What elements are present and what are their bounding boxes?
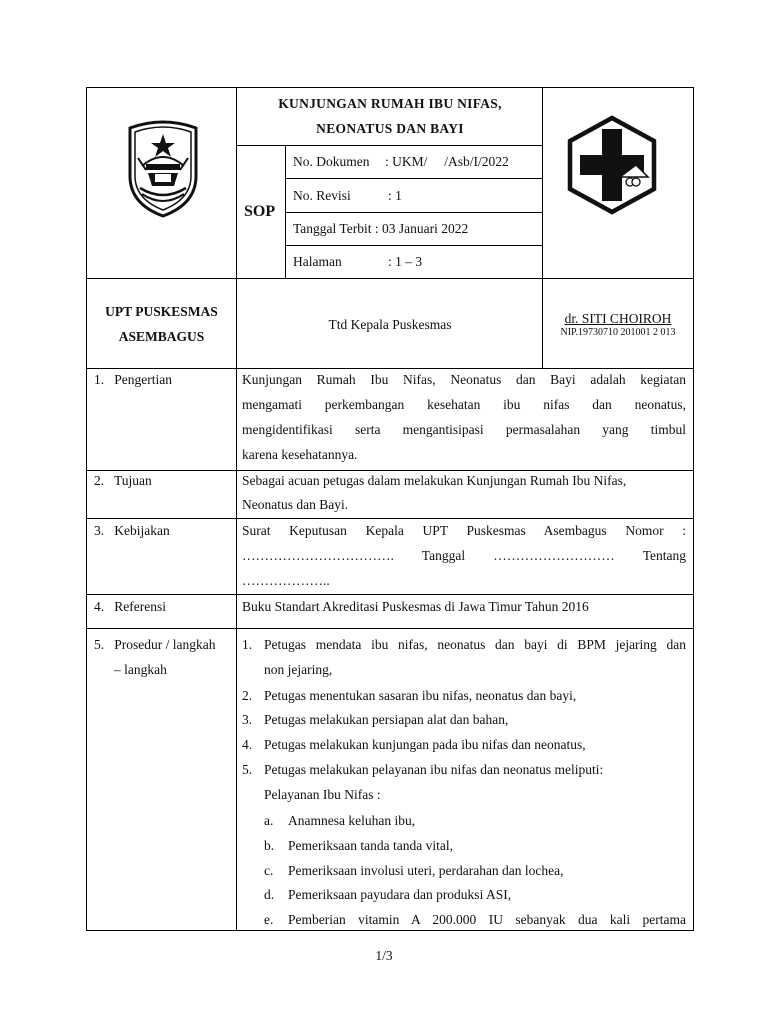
tujuan-bottom bbox=[86, 518, 694, 519]
page-number: 1/3 bbox=[375, 948, 393, 963]
meta-divider-1 bbox=[285, 178, 543, 179]
no-dokumen-label: No. Dokumen bbox=[293, 154, 370, 169]
substep-text: Pemeriksaan tanda tanda vital, bbox=[288, 838, 453, 853]
tujuan-line: Neonatus dan Bayi. bbox=[242, 497, 349, 512]
meta-divider-2 bbox=[285, 212, 543, 213]
pengertian-bottom bbox=[86, 470, 694, 471]
no-revisi-value: : 1 bbox=[388, 188, 402, 203]
kebijakan-bottom bbox=[86, 594, 694, 595]
title-divider bbox=[236, 145, 543, 146]
step-number: 4. bbox=[242, 737, 253, 752]
step-text: Petugas mendata ibu nifas, neonatus dan bayi di BPM jejaring dan bbox=[264, 637, 686, 652]
substep-text: Pemeriksaan payudara dan produksi ASI, bbox=[288, 887, 512, 902]
prosedur-label: 5. Prosedur / langkah bbox=[94, 637, 216, 652]
head-name: dr. SITI CHOIROH bbox=[564, 311, 672, 326]
step-text: Pelayanan Ibu Nifas : bbox=[264, 787, 381, 802]
kebijakan-line: ……………………………. Tanggal ……………………… Tentang bbox=[242, 548, 686, 563]
referensi-line: Buku Standart Akreditasi Puskesmas di Jawa Timur Tahun 2016 bbox=[242, 599, 589, 614]
table-border-right bbox=[693, 87, 694, 931]
org-name-line1: UPT PUSKESMAS bbox=[105, 304, 218, 319]
tujuan-label: 2. Tujuan bbox=[94, 473, 152, 488]
halaman-label: Halaman bbox=[293, 254, 342, 269]
substep-text: Pemberian vitamin A 200.000 IU sebanyak dua kali pertama bbox=[288, 912, 686, 927]
substep-text: Anamnesa keluhan ibu, bbox=[288, 813, 416, 828]
tanggal-terbit: Tanggal Terbit : 03 Januari 2022 bbox=[293, 221, 469, 236]
org-bottom bbox=[86, 368, 694, 369]
no-revisi-label: No. Revisi bbox=[293, 188, 351, 203]
step-text: Petugas melakukan kunjungan pada ibu nifas dan neonatus, bbox=[264, 737, 586, 752]
table-border-bottom bbox=[86, 930, 694, 931]
pengertian-line: Kunjungan Rumah Ibu Nifas, Neonatus dan Bayi adalah kegiatan bbox=[242, 372, 686, 387]
substep-letter: c. bbox=[264, 863, 274, 878]
document-title-line1: KUNJUNGAN RUMAH IBU NIFAS, bbox=[278, 96, 502, 111]
step-number: 2. bbox=[242, 688, 253, 703]
head-nip: NIP.19730710 201001 2 013 bbox=[560, 327, 676, 338]
document-title-line2: NEONATUS DAN BAYI bbox=[316, 121, 464, 136]
step-number: 1. bbox=[242, 637, 253, 652]
referensi-bottom bbox=[86, 628, 694, 629]
table-border-top bbox=[86, 87, 694, 88]
column-divider bbox=[236, 87, 237, 931]
substep-letter: b. bbox=[264, 838, 275, 853]
sop-label: SOP bbox=[244, 203, 276, 220]
regency-crest-logo bbox=[124, 118, 202, 218]
step-text: Petugas menentukan sasaran ibu nifas, neonatus dan bayi, bbox=[264, 688, 577, 703]
halaman-value: : 1 – 3 bbox=[388, 254, 423, 269]
step-number: 3. bbox=[242, 712, 253, 727]
header-bottom bbox=[86, 278, 694, 279]
pengertian-line: karena kesehatannya. bbox=[242, 447, 358, 462]
prosedur-label: – langkah bbox=[114, 662, 167, 677]
step-text: non jejaring, bbox=[264, 662, 333, 677]
substep-letter: a. bbox=[264, 813, 274, 828]
kebijakan-line: ……………….. bbox=[242, 573, 330, 588]
referensi-label: 4. Referensi bbox=[94, 599, 166, 614]
substep-letter: d. bbox=[264, 887, 275, 902]
meta-divider-3 bbox=[285, 245, 543, 246]
kebijakan-label: 3. Kebijakan bbox=[94, 523, 170, 538]
step-number: 5. bbox=[242, 762, 253, 777]
pengertian-label: 1. Pengertian bbox=[94, 372, 172, 387]
signature-caption: Ttd Kepala Puskesmas bbox=[328, 317, 452, 332]
step-text: Petugas melakukan pelayanan ibu nifas dan neonatus meliputi: bbox=[264, 762, 604, 777]
no-dokumen-value: : UKM/ /Asb/I/2022 bbox=[385, 154, 509, 169]
table-border-left bbox=[86, 87, 87, 931]
step-text: Petugas melakukan persiapan alat dan bahan, bbox=[264, 712, 509, 727]
puskesmas-logo bbox=[566, 115, 658, 215]
substep-text: Pemeriksaan involusi uteri, perdarahan dan lochea, bbox=[288, 863, 564, 878]
pengertian-line: mengamati perkembangan kesehatan ibu nifas dan neonatus, bbox=[242, 397, 686, 412]
substep-letter: e. bbox=[264, 912, 274, 927]
kebijakan-line: Surat Keputusan Kepala UPT Puskesmas Asembagus Nomor : bbox=[242, 523, 686, 538]
org-name-line2: ASEMBAGUS bbox=[118, 329, 205, 344]
tujuan-line: Sebagai acuan petugas dalam melakukan Kunjungan Rumah Ibu Nifas, bbox=[242, 473, 627, 488]
pengertian-line: mengidentifikasi serta mengantisipasi permasalahan yang timbul bbox=[242, 422, 686, 437]
